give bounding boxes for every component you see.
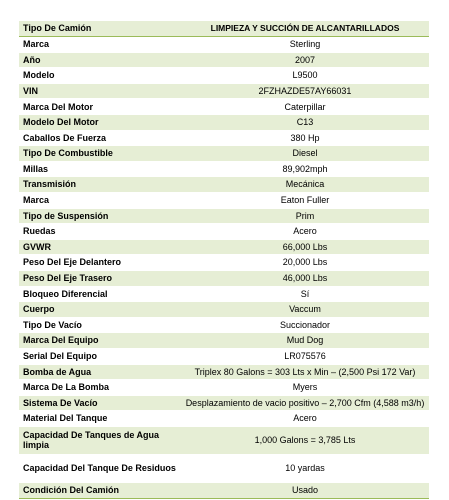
row-value: L9500: [181, 68, 429, 84]
table-row: [19, 271, 429, 287]
row-label: Millas: [19, 161, 181, 177]
row-label: Capacidad De Tanques de Agua limpia: [19, 426, 181, 454]
table-row: [19, 426, 429, 454]
table-row: [19, 99, 429, 115]
truck-spec-table: [19, 21, 429, 499]
table-row: [19, 317, 429, 333]
table-row: [19, 130, 429, 146]
table-row: [19, 193, 429, 209]
row-value: Myers: [181, 380, 429, 396]
row-value: Diesel: [181, 146, 429, 162]
table-row: [19, 380, 429, 396]
row-label: Caballos De Fuerza: [19, 130, 181, 146]
row-value: Vaccum: [181, 302, 429, 318]
table-header-row: [19, 21, 429, 37]
row-value: Acero: [181, 224, 429, 240]
row-value: 46,000 Lbs: [181, 271, 429, 287]
table-row: [19, 454, 429, 482]
row-label: Peso Del Eje Delantero: [19, 255, 181, 271]
row-label: Material Del Tanque: [19, 411, 181, 427]
table-row: [19, 146, 429, 162]
table-row: [19, 224, 429, 240]
row-label: Modelo: [19, 68, 181, 84]
row-value: 10 yardas: [181, 454, 429, 482]
row-value: 380 Hp: [181, 130, 429, 146]
table-row: [19, 208, 429, 224]
row-value: 20,000 Lbs: [181, 255, 429, 271]
table-row: [19, 37, 429, 53]
table-row: [19, 302, 429, 318]
row-value: Mecánica: [181, 177, 429, 193]
table-row: [19, 177, 429, 193]
row-value: 89,902mph: [181, 161, 429, 177]
table-row: [19, 68, 429, 84]
row-label: Capacidad Del Tanque De Residuos: [19, 454, 181, 482]
row-value: 66,000 Lbs: [181, 239, 429, 255]
row-value: Desplazamiento de vacio positivo – 2,700 Cfm (4,588 m3/h): [181, 395, 429, 411]
row-label: Tipo De Combustible: [19, 146, 181, 162]
row-value: 2FZHAZDE57AY66031: [181, 83, 429, 99]
table-row: [19, 411, 429, 427]
table-row: [19, 255, 429, 271]
row-label: Tipo de Suspensión: [19, 208, 181, 224]
row-value: Acero: [181, 411, 429, 427]
table-row: [19, 239, 429, 255]
row-label: Ruedas: [19, 224, 181, 240]
row-value: 1,000 Galons = 3,785 Lts: [181, 426, 429, 454]
table-row: [19, 482, 429, 498]
row-label: Marca Del Equipo: [19, 333, 181, 349]
table-row: [19, 161, 429, 177]
row-value: Succionador: [181, 317, 429, 333]
header-value: LIMPIEZA Y SUCCIÓN DE ALCANTARILLADOS: [181, 21, 429, 37]
row-label: Marca: [19, 193, 181, 209]
row-label: Cuerpo: [19, 302, 181, 318]
row-label: Condición Del Camión: [19, 482, 181, 498]
row-value: Sí: [181, 286, 429, 302]
row-label: Peso Del Eje Trasero: [19, 271, 181, 287]
row-value: Usado: [181, 482, 429, 498]
row-label: Año: [19, 52, 181, 68]
table-row: [19, 115, 429, 131]
table-row: [19, 333, 429, 349]
row-label: Marca Del Motor: [19, 99, 181, 115]
table-row: [19, 286, 429, 302]
row-value: Triplex 80 Galons = 303 Lts x Min – (2,500 Psi 172 Var): [181, 364, 429, 380]
row-value: Eaton Fuller: [181, 193, 429, 209]
table-row: [19, 395, 429, 411]
table-row: [19, 348, 429, 364]
row-value: Mud Dog: [181, 333, 429, 349]
row-value: LR075576: [181, 348, 429, 364]
row-value: Sterling: [181, 37, 429, 53]
row-value: C13: [181, 115, 429, 131]
table-row: [19, 83, 429, 99]
row-label: Bloqueo Diferencial: [19, 286, 181, 302]
table-row: [19, 52, 429, 68]
row-label: VIN: [19, 83, 181, 99]
row-label: Serial Del Equipo: [19, 348, 181, 364]
row-label: GVWR: [19, 239, 181, 255]
header-label: Tipo De Camión: [19, 21, 181, 37]
row-value: 2007: [181, 52, 429, 68]
row-label: Bomba de Agua: [19, 364, 181, 380]
row-label: Marca: [19, 37, 181, 53]
row-value: Prim: [181, 208, 429, 224]
table-row: [19, 364, 429, 380]
row-label: Sistema De Vacío: [19, 395, 181, 411]
row-label: Transmisión: [19, 177, 181, 193]
row-label: Modelo Del Motor: [19, 115, 181, 131]
row-label: Marca De La Bomba: [19, 380, 181, 396]
row-label: Tipo De Vacío: [19, 317, 181, 333]
row-value: Caterpillar: [181, 99, 429, 115]
